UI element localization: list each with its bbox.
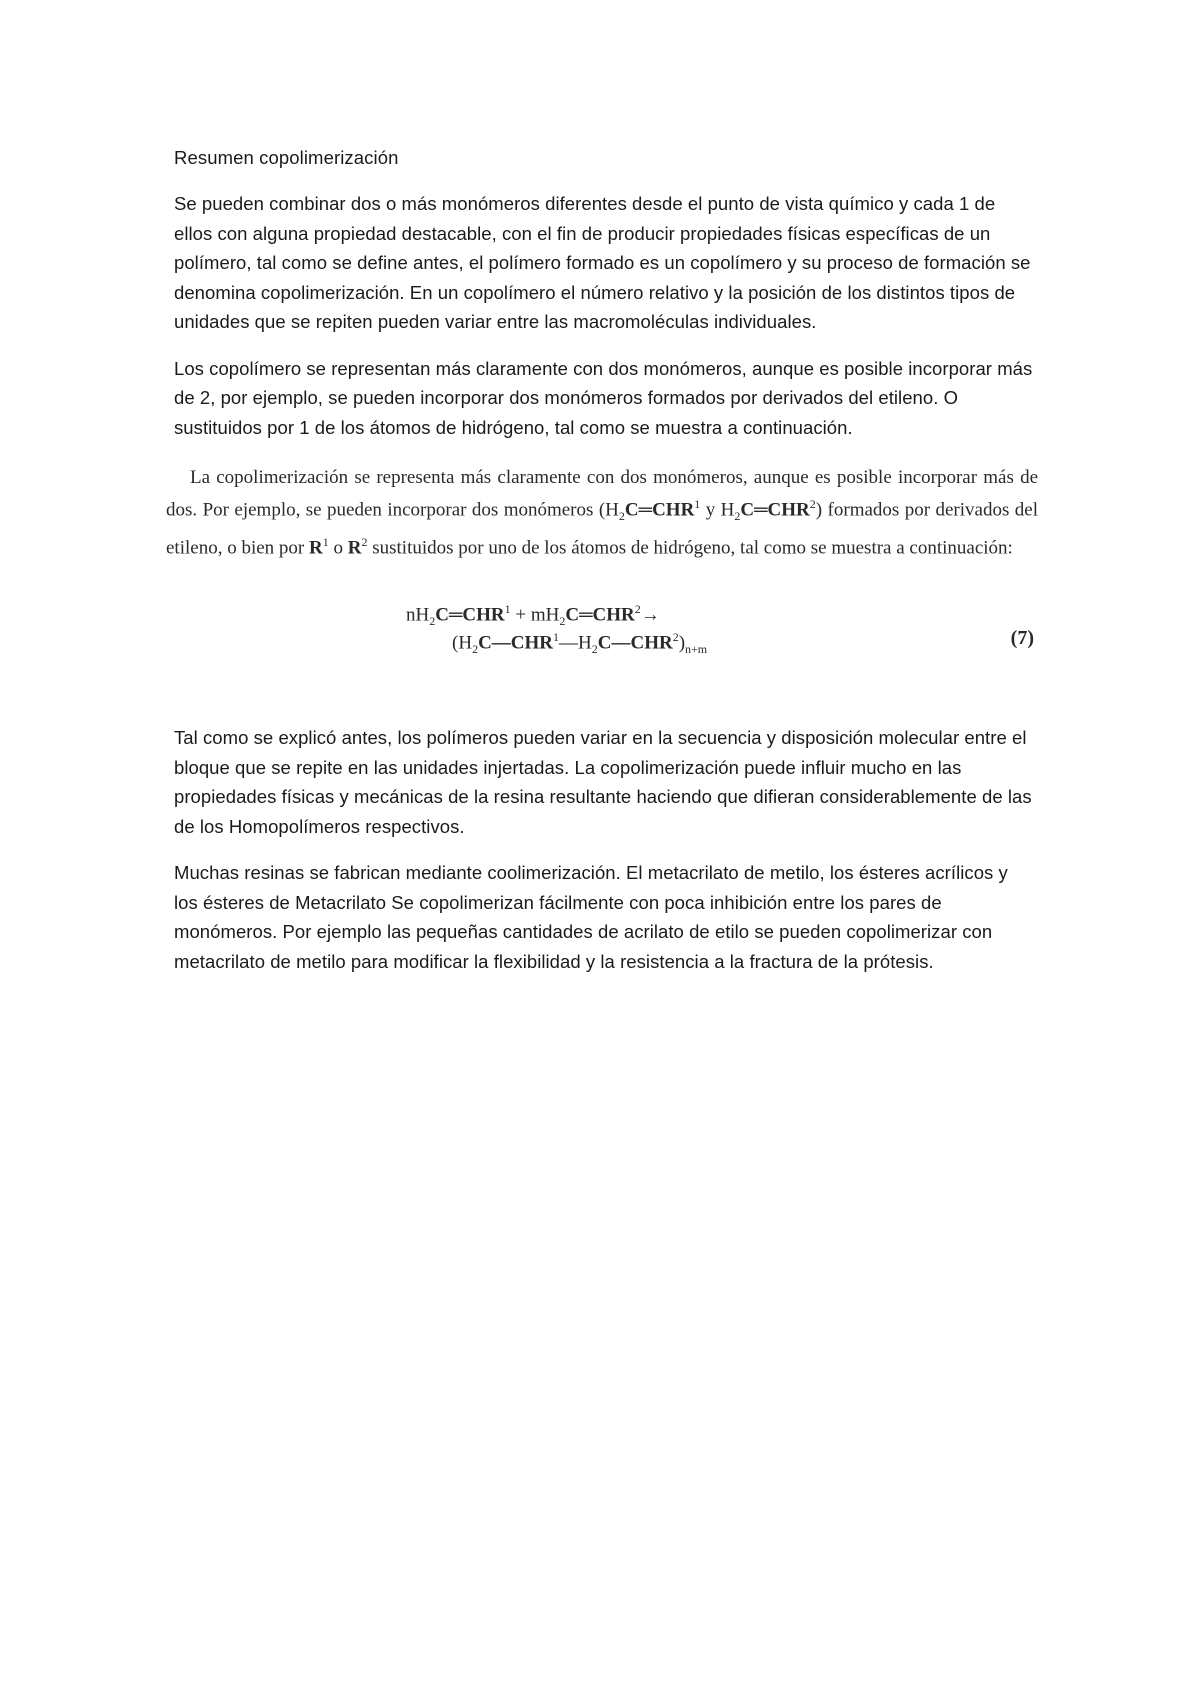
paragraph-4: Muchas resinas se fabrican mediante coolimerización. El metacrilato de metilo, los ésteres acrílicos y los ésteres de Metacrilato Se copolimerizan fácilmente con poca inhibición entre los pares de monómeros. Por ejemplo las pequeñas cantidades de acrilato de etilo se pueden copolimerizar con metacrilato de metilo para modificar la flexibilidad y la resistencia a la fractura de la prótesis. [174,862,1008,972]
document-body [166,146,1038,993]
paragraph-1: Se pueden combinar dos o más monómeros diferentes desde el punto de vista químico y cada 1 de ellos con alguna propiedad destacable, con el fin de producir propiedades físicas específicas de un polímero, tal como se define antes, el polímero formado es un copolímero y su proceso de formación se denomina copolimerización. En un copolímero el número relativo y la posición de los distintos tipos de unidades que se repiten pueden variar entre las macromoléculas individuales. [174,193,1031,332]
spacer [174,665,1036,723]
scanned-excerpt-image [166,459,1046,665]
equation-line-2: $(H_2C—CHR^1—H_2C—CHR^2)_{n+m}$ [452,630,708,657]
paragraph-3: Tal como se explicó antes, los polímeros pueden variar en la secuencia y disposición molecular entre el bloque que se repite en las unidades injertadas. La copolimerización puede influir mucho en las propiedades físicas y mecánicas de la resina resultante haciendo que difieran considerablemente de las de los Homopolímeros respectivos. [174,727,1032,837]
scanned-excerpt-text: La copolimerización se representa más claramente con dos monómeros, aunque es posible incorporar más de dos. Por ejemplo, se pueden incorporar dos monómeros ($H_2C═CHR^1$ y $H_2C═CHR^2$) formados por derivados del etileno, o bien por $R^1$ o $R^2$ sustituidos por uno de los átomos de hidrógeno, tal como se muestra a continuación: [166,467,1038,559]
document-title: Resumen copolimerización [174,147,399,168]
paragraph-2: Los copolímero se representan más claramente con dos monómeros, aunque es posible incorporar más de 2, por ejemplo, se pueden incorporar dos monómeros formados por derivados del etileno. O sustituidos por 1 de los átomos de hidrógeno, tal como se muestra a continuación. [174,357,1033,438]
equation-number: (7) [1010,627,1034,649]
equation-line-1: $nH_2C═CHR^1$ + $mH_2C═CHR^2\to$ [406,602,660,629]
